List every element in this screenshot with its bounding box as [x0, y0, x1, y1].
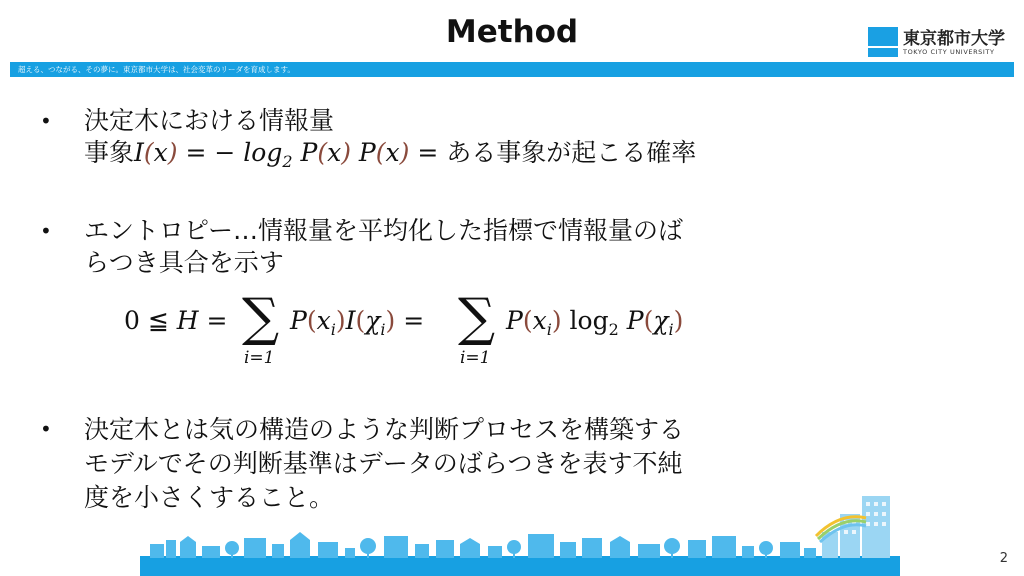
bullet-3-line-2: モデルでその判断基準はデータのばらつきを表す不純	[84, 449, 683, 478]
sum-symbol-icon: ∑	[458, 288, 496, 348]
header-band	[10, 62, 1014, 77]
bullet-2-line-1: エントロピー…情報量を平均化した指標で情報量のば	[84, 216, 684, 245]
bullet-1-prefix: 事象	[84, 138, 135, 167]
logo-japanese-name: 東京都市大学	[903, 29, 1005, 49]
formula-middle: $P(x_i)I(\chi_i)$ =	[290, 306, 425, 339]
entropy-formula	[124, 290, 764, 380]
info-formula: I(x) = − $\log_2 P(x) P(x)$ =	[134, 138, 439, 171]
bullet-3-line-1: 決定木とは気の構造のような判断プロセスを構築する	[84, 415, 685, 444]
logo-mark-icon	[868, 27, 898, 46]
formula-rhs: $P(x_i)$ $\log_2 P(\chi_i)$	[506, 306, 684, 339]
formula-lhs: 0 ≦ H =	[124, 306, 228, 335]
bullet-1-suffix: ある事象が起こる確率	[446, 138, 697, 167]
bullet-dot-icon: •	[40, 219, 52, 243]
city-skyline-illustration	[140, 492, 900, 576]
sum-lower-bound: i=1	[244, 348, 275, 368]
logo-mark-lower-icon	[868, 48, 898, 57]
page-number: 2	[999, 551, 1008, 566]
bullet-dot-icon: •	[40, 417, 52, 441]
bullet-3-line-3: 度を小さくすること。	[84, 483, 335, 512]
band-slogan: 超える、つながる、その夢に。東京都市大学は、社会変革のリーダを育成します。	[18, 65, 295, 74]
bullet-2-text	[84, 215, 683, 279]
bullet-dot-icon: •	[40, 109, 52, 133]
sum-symbol-icon: ∑	[242, 288, 280, 348]
bullet-2-line-2: らつき具合を示す	[84, 248, 284, 277]
slide-title: Method	[445, 14, 579, 50]
bullet-1-line-2	[84, 137, 696, 178]
bullet-1-text	[84, 105, 696, 178]
university-logo	[868, 24, 1018, 60]
sum-lower-bound: i=1	[460, 348, 491, 368]
logo-english-name: TOKYO CITY UNIVERSITY	[903, 48, 995, 56]
bullet-1-line-1: 決定木における情報量	[84, 106, 335, 135]
